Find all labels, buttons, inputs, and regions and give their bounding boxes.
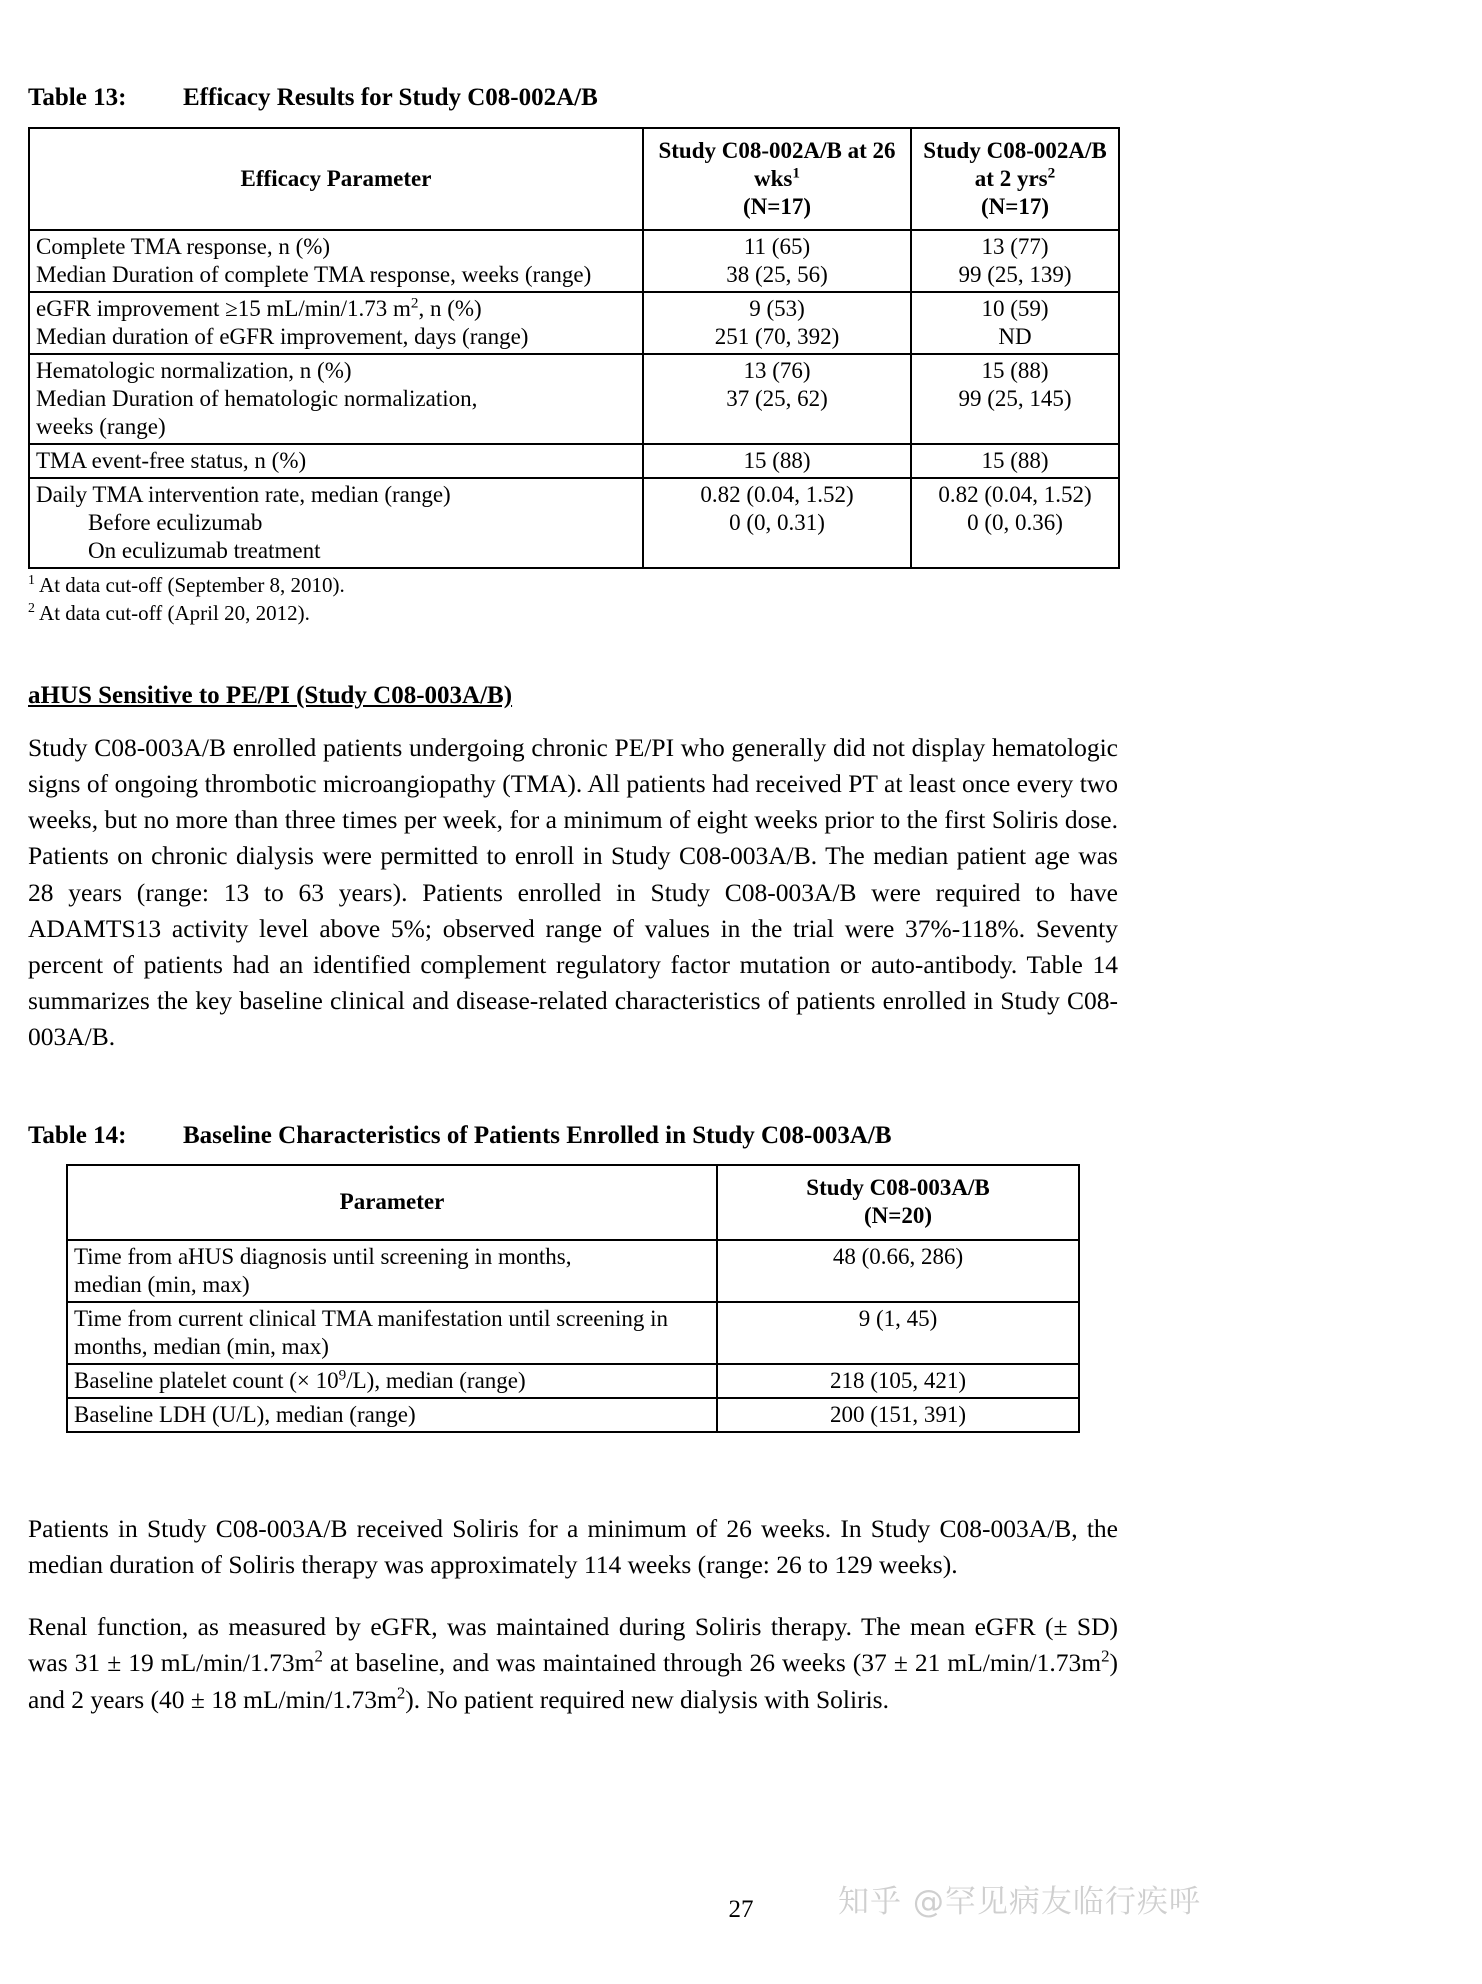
closing-p2-part2: at baseline, and was maintained through 26 weeks (37 ± 21 mL/min/1.73m xyxy=(322,1648,1102,1678)
table13-footnote-2-text: At data cut-off (April 20, 2012). xyxy=(39,601,310,626)
table13-row4-param-l3: On eculizumab treatment xyxy=(88,538,321,564)
table14-row2-param-pre: Baseline platelet count (× 10 xyxy=(74,1367,339,1393)
page-content xyxy=(28,84,1118,1718)
closing-p2-sup3: 2 xyxy=(396,1683,406,1703)
table13-row4-val2y-l2: 0.82 (0.04, 1.52) xyxy=(938,482,1092,508)
table13-row1-val26 xyxy=(643,292,911,354)
table13-row0-parameter xyxy=(29,230,643,292)
table13-header-2yrs-l1: Study C08-002A/B xyxy=(923,137,1107,163)
table13-row2-val26-l2: 37 (25, 62) xyxy=(726,386,828,412)
table14-row2-param-post: /L), median (range) xyxy=(346,1367,526,1393)
table14-row3-parameter: Baseline LDH (U/L), median (range) xyxy=(67,1398,717,1432)
table13-header-2yrs-sup: 2 xyxy=(1047,164,1056,182)
table13-row4-val2y-l3: 0 (0, 0.36) xyxy=(967,510,1063,536)
table13-header-2yrs-l3: (N=17) xyxy=(980,193,1050,219)
table14-row1-param-l2: months, median (min, max) xyxy=(74,1333,329,1359)
table13-header-2yrs xyxy=(911,128,1119,230)
table13-header-26wks-l1: Study C08-002A/B at 26 xyxy=(658,137,896,163)
table13-footnote-1-text: At data cut-off (September 8, 2010). xyxy=(39,573,345,598)
table-row xyxy=(29,444,1119,478)
table14-header-study xyxy=(717,1165,1079,1239)
table13-row0-val2y-l2: 99 (25, 139) xyxy=(958,261,1072,287)
closing-p2-part3: ) and 2 years (40 ± 18 mL/min/1.73m xyxy=(28,1648,1118,1714)
table14-row0-parameter xyxy=(67,1240,717,1302)
table13-row2-parameter xyxy=(29,354,643,444)
table14-caption-label: Table 14: xyxy=(28,1121,127,1149)
table13-header-parameter: Efficacy Parameter xyxy=(29,128,643,230)
table14 xyxy=(66,1164,1080,1432)
table13-row1-param-l1-sup: 2 xyxy=(410,294,419,312)
table14-row2-parameter xyxy=(67,1364,717,1398)
table13-row1-val2y-l1: 10 (59) xyxy=(981,295,1049,321)
table13-row1-param-l2: Median duration of eGFR improvement, days (range) xyxy=(36,324,529,350)
table13-row0-val2y xyxy=(911,230,1119,292)
table14-header-row xyxy=(67,1165,1079,1239)
page-number: 27 xyxy=(728,1896,754,1923)
table13-row1-val26-l2: 251 (70, 392) xyxy=(714,324,840,350)
table13-row4-val26-l3: 0 (0, 0.31) xyxy=(729,510,825,536)
table-row xyxy=(67,1364,1079,1398)
table-row xyxy=(29,478,1119,568)
table13-row0-val26 xyxy=(643,230,911,292)
table13-caption-label: Table 13: xyxy=(28,84,127,111)
table14-row0-param-l2: median (min, max) xyxy=(74,1271,250,1297)
table13-row0-val26-l1: 11 (65) xyxy=(743,233,811,259)
table13-header-26wks-sup: 1 xyxy=(792,164,800,182)
table-row xyxy=(67,1302,1079,1364)
table13-row3-val26: 15 (88) xyxy=(643,444,911,478)
table13-header-26wks xyxy=(643,128,911,230)
table14-header-study-l1: Study C08-003A/B xyxy=(806,1175,990,1201)
closing-p2-sup1: 2 xyxy=(314,1646,323,1666)
table13-row2-param-l2: Median Duration of hematologic normalization, xyxy=(36,386,478,412)
table-row xyxy=(67,1398,1079,1432)
table13-caption-text: Efficacy Results for Study C08-002A/B xyxy=(183,84,598,111)
table14-row2-value: 218 (105, 421) xyxy=(717,1364,1079,1398)
spacer xyxy=(28,1433,1118,1511)
table13-header-2yrs-l2: at 2 yrs xyxy=(974,165,1048,191)
table13-row4-param-l1: Daily TMA intervention rate, median (range) xyxy=(36,482,451,508)
table13-row2-val2y-l1: 15 (88) xyxy=(981,358,1049,384)
table13-footnote-2 xyxy=(28,600,1118,628)
closing-p2-part1: Renal function, as measured by eGFR, was maintained during Soliris therapy. The mean eGFR (± SD) was 31 ± 19 mL/min/1.73m xyxy=(28,1612,1118,1678)
table14-row1-parameter xyxy=(67,1302,717,1364)
table-row xyxy=(67,1240,1079,1302)
table13-row2-val26-l1: 13 (76) xyxy=(743,358,811,384)
table13-row0-val2y-l1: 13 (77) xyxy=(981,233,1049,259)
closing-paragraph-2 xyxy=(28,1609,1118,1718)
table13-row2-val26 xyxy=(643,354,911,444)
table13-row1-val2y-l2: ND xyxy=(998,324,1032,350)
table13-row3-parameter: TMA event-free status, n (%) xyxy=(29,444,643,478)
closing-p2-part4: ). No patient required new dialysis with Soliris. xyxy=(405,1684,889,1714)
table13-row4-val26 xyxy=(643,478,911,568)
table14-caption xyxy=(28,1122,1118,1151)
table13-row2-val2y-l2: 99 (25, 145) xyxy=(958,386,1072,412)
table13-row0-param-l1: Complete TMA response, n (%) xyxy=(36,233,331,259)
table13-footnote-1 xyxy=(28,572,1118,600)
table14-row2-param-sup: 9 xyxy=(338,1366,347,1384)
closing-paragraph-1: Patients in Study C08-003A/B received Soliris for a minimum of 26 weeks. In Study C08-003A/B, the median duration of Soliris therapy was approximately 114 weeks (range: 26 to 129 weeks). xyxy=(28,1513,1118,1579)
section-heading-ahus-pepi: aHUS Sensitive to PE/PI (Study C08-003A/B) xyxy=(28,681,513,709)
table14-header-parameter: Parameter xyxy=(67,1165,717,1239)
table13-row2-param-l1: Hematologic normalization, n (%) xyxy=(36,358,352,384)
section-paragraph-1: Study C08-003A/B enrolled patients undergoing chronic PE/PI who generally did not display hematologic signs of ongoing thrombotic microangiopathy (TMA). All patients had received PT at least once every two weeks, but no more than three times per week, for a minimum of eight weeks prior to the first Soliris dose. Patients on chronic dialysis were permitted to enroll in Study C08-003A/B. The median patient age was 28 years (range: 13 to 63 years). Patients enrolled in Study C08-003A/B were required to have ADAMTS13 activity level above 5%; observed range of values in the trial were 37%-118%. Seventy percent of patients had an identified complement regulatory factor mutation or auto-antibody. Table 14 summarizes the key baseline clinical and disease-related characteristics of patients enrolled in Study C08-003A/B. xyxy=(28,732,1118,1052)
table13-header-26wks-l3: (N=17) xyxy=(742,193,812,219)
table13-header-row xyxy=(29,128,1119,230)
table13-row0-val26-l2: 38 (25, 56) xyxy=(726,261,828,287)
watermark: 知乎 @罕见病友临行疾呼 xyxy=(838,1884,1201,1920)
table13-footnote-1-marker: 1 xyxy=(28,572,35,588)
table13-footnote-2-marker: 2 xyxy=(28,600,35,616)
table13-caption xyxy=(28,84,1118,113)
table13-row2-val2y xyxy=(911,354,1119,444)
table13-row1-param-l1-post: , n (%) xyxy=(418,295,482,321)
table13-row4-parameter xyxy=(29,478,643,568)
table14-wrapper xyxy=(66,1164,1078,1432)
table14-caption-text: Baseline Characteristics of Patients Enrolled in Study C08-003A/B xyxy=(183,1121,892,1149)
table14-row1-value: 9 (1, 45) xyxy=(717,1302,1079,1364)
table13-row1-parameter xyxy=(29,292,643,354)
table14-row0-param-l1: Time from aHUS diagnosis until screening in months, xyxy=(74,1243,572,1269)
table13-row3-val2y: 15 (88) xyxy=(911,444,1119,478)
table14-row1-param-l1: Time from current clinical TMA manifestation until screening in xyxy=(74,1305,669,1331)
table13-row4-val26-l2: 0.82 (0.04, 1.52) xyxy=(700,482,854,508)
table13-row1-val2y xyxy=(911,292,1119,354)
table13-row4-val2y xyxy=(911,478,1119,568)
table-row xyxy=(29,292,1119,354)
table14-row0-value: 48 (0.66, 286) xyxy=(717,1240,1079,1302)
table13-row1-val26-l1: 9 (53) xyxy=(749,295,805,321)
table-row xyxy=(29,230,1119,292)
table13-row1-param-l1-pre: eGFR improvement ≥15 mL/min/1.73 m xyxy=(36,295,411,321)
table13-row0-param-l2: Median Duration of complete TMA response, weeks (range) xyxy=(36,261,592,287)
table14-row3-value: 200 (151, 391) xyxy=(717,1398,1079,1432)
table13 xyxy=(28,127,1120,570)
spacer xyxy=(28,1082,1118,1122)
table13-row2-param-l3: weeks (range) xyxy=(36,414,166,440)
table14-header-study-l2: (N=20) xyxy=(863,1203,933,1229)
closing-p2-sup2: 2 xyxy=(1101,1646,1110,1666)
table-row xyxy=(29,354,1119,444)
table13-header-26wks-l2: wks xyxy=(754,165,793,191)
table13-footnotes xyxy=(28,572,1118,627)
table13-row4-param-l2: Before eculizumab xyxy=(88,510,263,536)
